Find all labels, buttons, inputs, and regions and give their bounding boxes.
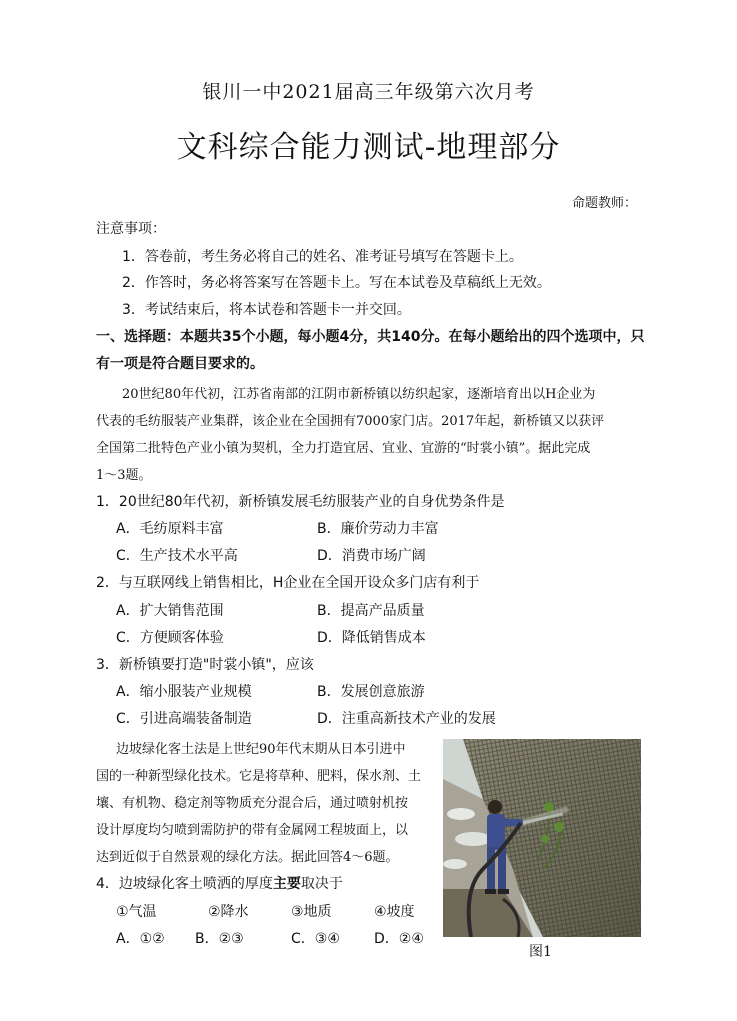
option-b: B．提高产品质量 [317, 603, 425, 619]
passage-line: 全国第二批特色产业小镇为契机，全力打造宜居、宜业、宜游的“时裳小镇”。据此完成 [96, 441, 591, 456]
figure-caption: 图1 [529, 944, 552, 960]
passage-line: 壤、有机物、稳定剂等物质充分混合后，通过喷射机按 [96, 796, 409, 811]
factor-2: ②降水 [208, 904, 249, 920]
stem-emphasis: 主要 [272, 876, 301, 892]
subject-title: 文科综合能力测试-地理部分 [176, 130, 561, 165]
option-d: D．注重高新技术产业的发展 [317, 711, 496, 727]
slope-greening-photo [443, 739, 641, 937]
option-c: C．生产技术水平高 [116, 548, 238, 564]
stem-text: 取决于 [300, 876, 343, 892]
passage-line: 达到近似于自然景观的绿化方法。据此回答4～6题。 [96, 850, 399, 865]
option-b: B．②③ [195, 931, 244, 947]
option-d: D．降低销售成本 [317, 630, 426, 646]
note-item: 1．答卷前，考生务必将自己的姓名、准考证号填写在答题卡上。 [122, 249, 523, 265]
exam-title: 银川一中2021届高三年级第六次月考 [202, 81, 535, 103]
option-c: C．引进高端装备制造 [116, 711, 252, 727]
question-stem [96, 873, 343, 893]
passage-line: 代表的毛纺服装产业集群，该企业在全国拥有7000家门店。2017年起，新桥镇又以获评 [96, 414, 605, 429]
photo-drawing [443, 739, 641, 937]
option-d: D．消费市场广阔 [317, 548, 426, 564]
passage-line: 边坡绿化客土法是上世纪90年代末期从日本引进中 [116, 742, 406, 757]
section-heading-cont: 有一项是符合题目要求的。 [96, 356, 264, 372]
passage-line: 20世纪80年代初，江苏省南部的江阴市新桥镇以纺织起家，逐渐培育出以H企业为 [122, 387, 596, 402]
option-a: A．扩大销售范围 [116, 603, 224, 619]
option-b: B．发展创意旅游 [317, 684, 425, 700]
factor-4: ④坡度 [374, 904, 415, 920]
note-item: 2．作答时，务必将答案写在答题卡上。写在本试卷及草稿纸上无效。 [122, 275, 551, 291]
passage-line: 设计厚度均匀喷到需防护的带有金属网工程坡面上，以 [96, 823, 409, 838]
stem-text: 4．边坡绿化客土喷洒的厚度 [96, 876, 273, 892]
note-item: 3．考试结束后，将本试卷和答题卡一并交回。 [122, 302, 411, 318]
factor-3: ③地质 [291, 904, 332, 920]
question-stem: 2．与互联网线上销售相比，H企业在全国开设众多门店有利于 [96, 575, 480, 591]
option-d: D．②④ [374, 931, 424, 947]
question-stem: 3．新桥镇要打造"时裳小镇"，应该 [96, 657, 314, 673]
option-a: A．①② [116, 931, 165, 947]
question-stem: 1．20世纪80年代初，新桥镇发展毛纺服装产业的自身优势条件是 [96, 494, 505, 510]
passage-line: 1～3题。 [96, 468, 152, 483]
notes-heading: 注意事项： [96, 221, 166, 237]
option-c: C．方便顾客体验 [116, 630, 224, 646]
option-c: C．③④ [291, 931, 340, 947]
option-a: A．毛纺原料丰富 [116, 521, 224, 537]
passage-line: 国的一种新型绿化技术。它是将草种、肥料，保水剂、土 [96, 769, 422, 784]
option-b: B．廉价劳动力丰富 [317, 521, 439, 537]
setter-label: 命题教师： [572, 196, 638, 211]
factor-1: ①气温 [116, 904, 157, 920]
section-heading: 一、选择题：本题共35个小题，每小题4分，共140分。在每小题给出的四个选项中，只 [96, 329, 645, 345]
option-a: A．缩小服装产业规模 [116, 684, 252, 700]
